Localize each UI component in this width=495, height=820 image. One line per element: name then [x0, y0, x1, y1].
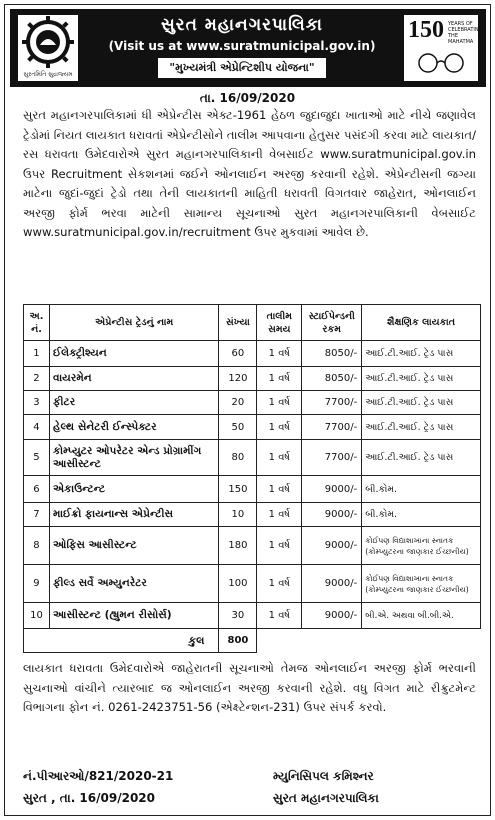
- cell-stipend: 7700/-: [302, 391, 362, 415]
- cell-duration: 1 વર્ષ: [257, 415, 302, 440]
- logo-caption: સુરતમિતિ સુદ્રાજ્યમ: [23, 71, 73, 78]
- press-notice: [4, 4, 491, 816]
- cell-qualification: આઈ.ટી.આઈ. ટ્રેડ પાસ: [362, 391, 481, 415]
- logo-number: 150: [408, 17, 444, 43]
- cell-duration: 1 વર્ષ: [257, 603, 302, 629]
- signatory-designation: મ્યુનિસિપલ કમિશ્નર: [273, 769, 374, 783]
- cell-count: 30: [219, 603, 257, 629]
- cell-trade: ફીલ્ડ સર્વે અમ્યુનરેટર: [49, 565, 218, 603]
- website-link[interactable]: (Visit us at www.suratmunicipal.gov.in): [108, 39, 376, 53]
- cell-qualification: બી.કોમ.: [362, 503, 481, 527]
- table-row: [24, 440, 481, 476]
- cell-no: 3: [24, 391, 50, 415]
- cell-qualification: આઈ.ટી.આઈ. ટ્રેડ પાસ: [362, 367, 481, 391]
- intro-paragraph: સુરત મહાનગરપાલિકામાં ધી એપ્રેન્ટીસ એક્ટ-1961 હેઠળ જુદાજુદા ખાતાઓ માટે નીચે જણાવેલ ટ્રેડોમાં નિયત લાયકાત ધરાવતાં એપ્રેન્ટીસોને તાલીમ આપવાના હેતુસર પસંદગી કરવા માટે લાયકાત/રસ ધરાવતા ઉમેદવારોએ સુરત મહાનગરપાલિકાની વેબસાઈટ www.suratmunicipal.gov.in ઉપર Recruitment સેકશનમાં જઈને ઓનલાઈન અરજી કરવાની રહેશે. એપ્રેન્ટીસની જગ્યા માટેના જુદાં-જુદાં ટ્રેડો તથા તેની લાયકાતની માહિતી ધરાવતી વિગતવાર જાહેરાત, ઓનલાઈન અરજી ફોર્મ ભરવા માટેની સામાન્ય સૂચનાઓ સુરત મહાનગરપાલિકાની વેબસાઈટ www.suratmunicipal.gov.in/recruitment ઉપર મુકવામાં આવેલ છે.: [23, 108, 476, 239]
- table-header-row: [24, 305, 481, 341]
- cell-trade: ઈલેક્ટ્રીશ્યન: [49, 341, 218, 367]
- cell-qualification: આઈ.ટી.આઈ. ટ્રેડ પાસ: [362, 415, 481, 440]
- ref-number: નં.પીઆરઓ/821/2020-21: [23, 769, 174, 783]
- col-header-stipend: સ્ટાઈપેન્ડની રકમ: [302, 305, 362, 341]
- cell-stipend: 8050/-: [302, 341, 362, 367]
- notice-date: તા. 16/09/2020: [199, 91, 296, 105]
- cell-stipend: 7700/-: [302, 440, 362, 476]
- total-blank: [257, 629, 481, 653]
- cell-count: 20: [219, 391, 257, 415]
- cell-no: 7: [24, 503, 50, 527]
- apprentice-table: [23, 304, 481, 653]
- cell-no: 2: [24, 367, 50, 391]
- table-total-row: [24, 629, 481, 653]
- cell-trade: માઈક્રો ફાયનાન્સ એપ્રેન્ટીસ: [49, 503, 218, 527]
- cell-trade: કોમ્પ્યુટર ઓપરેટર એન્ડ પ્રોગ્રામીંગ આસીસ્ટન્ટ: [49, 440, 218, 476]
- cell-trade: ઓફિસ આસીસ્ટન્ટ: [49, 527, 218, 565]
- org-title: સુરત મહાનગરપાલિકા: [161, 15, 323, 35]
- smc-logo: [18, 15, 78, 81]
- col-header-trade: એપ્રેન્ટીસ ટ્રેડનું નામ: [49, 305, 218, 341]
- cell-no: 5: [24, 440, 50, 476]
- table-row: [24, 367, 481, 391]
- cell-trade: આસીસ્ટન્ટ (હ્યુમન રીસોર્સ): [49, 603, 218, 629]
- cell-qualification: બી.એ. અથવા બી.બી.એ.: [362, 603, 481, 629]
- cell-duration: 1 વર્ષ: [257, 440, 302, 476]
- place-date: સુરત , તા. 16/09/2020: [23, 791, 155, 805]
- cell-stipend: 9000/-: [302, 476, 362, 503]
- gandhi-150-logo: [404, 15, 483, 81]
- cell-qualification: આઈ.ટી.આઈ. ટ્રેડ પાસ: [362, 341, 481, 367]
- cell-count: 80: [219, 440, 257, 476]
- cell-qualification: બી.કોમ.: [362, 476, 481, 503]
- table-row: [24, 603, 481, 629]
- col-header-qualification: શૈક્ષણિક લાયકાત: [362, 305, 481, 341]
- total-value: 800: [219, 629, 257, 653]
- scheme-name: "મુખ્યમંત્રી એપ્રેન્ટિશીપ યોજના": [158, 58, 325, 78]
- cell-no: 6: [24, 476, 50, 503]
- signatory-org: સુરત મહાનગરપાલિકા: [273, 791, 379, 805]
- table-row: [24, 565, 481, 603]
- table-row: [24, 341, 481, 367]
- cell-count: 100: [219, 565, 257, 603]
- cell-stipend: 7700/-: [302, 415, 362, 440]
- total-label: કુલ: [24, 629, 219, 653]
- cell-duration: 1 વર્ષ: [257, 391, 302, 415]
- cell-no: 10: [24, 603, 50, 629]
- header-banner: [10, 9, 486, 87]
- cell-stipend: 9000/-: [302, 503, 362, 527]
- cell-stipend: 9000/-: [302, 603, 362, 629]
- cell-duration: 1 વર્ષ: [257, 367, 302, 391]
- col-header-no: અ. નં.: [24, 305, 50, 341]
- closing-paragraph: લાયકાત ધરાવતા ઉમેદવારોએ જાહેરાતની સૂચનાઓ તેમજ ઓનલાઈન અરજી ફોર્મ ભરવાની સુચનાઓ વાંચીને ત્યારબાદ જ ઓનલાઈન અરજી કરવાની રહેશે. વધુ વિગત માટે રીક્રુટમેન્ટ વિભાગના ફોન નં. 0261-2423751-56 (એક્ષ્ટેન્શન-231) ઉપર સંપર્ક કરવો.: [23, 661, 476, 714]
- cell-trade: ફીટર: [49, 391, 218, 415]
- table-row: [24, 527, 481, 565]
- cell-duration: 1 વર્ષ: [257, 503, 302, 527]
- cell-trade: એકાઉન્ટન્ટ: [49, 476, 218, 503]
- table-row: [24, 415, 481, 440]
- cell-qualification: કોઈપણ વિદ્યાશાખાના સ્નાતક (કોમ્પ્યુટરના જાણકાર ઈચ્છનીય): [362, 527, 481, 565]
- logo-tagline: YEARS OF CELEBRATING THE MAHATMA: [448, 21, 483, 45]
- table-row: [24, 503, 481, 527]
- cell-count: 10: [219, 503, 257, 527]
- cell-no: 9: [24, 565, 50, 603]
- cell-trade: હેલ્થ સેનેટરી ઈન્સ્પેક્ટર: [49, 415, 218, 440]
- cell-count: 120: [219, 367, 257, 391]
- cell-qualification: આઈ.ટી.આઈ. ટ્રેડ પાસ: [362, 440, 481, 476]
- col-header-count: સંખ્યા: [219, 305, 257, 341]
- cell-trade: વાયરમેન: [49, 367, 218, 391]
- cell-no: 4: [24, 415, 50, 440]
- cell-count: 50: [219, 415, 257, 440]
- cell-no: 8: [24, 527, 50, 565]
- cell-stipend: 9000/-: [302, 527, 362, 565]
- cell-count: 150: [219, 476, 257, 503]
- cell-duration: 1 વર્ષ: [257, 476, 302, 503]
- header-text: [84, 13, 400, 78]
- table-row: [24, 476, 481, 503]
- cell-count: 180: [219, 527, 257, 565]
- cell-qualification: કોઈપણ વિદ્યાશાખાના સ્નાતક (કોમ્પ્યુટરના જાણકાર ઈચ્છનીય): [362, 565, 481, 603]
- spectacles-icon: [410, 49, 472, 77]
- cell-stipend: 9000/-: [302, 565, 362, 603]
- table-row: [24, 391, 481, 415]
- cell-no: 1: [24, 341, 50, 367]
- cell-stipend: 8050/-: [302, 367, 362, 391]
- cell-count: 60: [219, 341, 257, 367]
- cell-duration: 1 વર્ષ: [257, 341, 302, 367]
- gear-emblem-icon: [18, 15, 78, 73]
- cell-duration: 1 વર્ષ: [257, 565, 302, 603]
- col-header-duration: તાલીમ સમય: [257, 305, 302, 341]
- cell-duration: 1 વર્ષ: [257, 527, 302, 565]
